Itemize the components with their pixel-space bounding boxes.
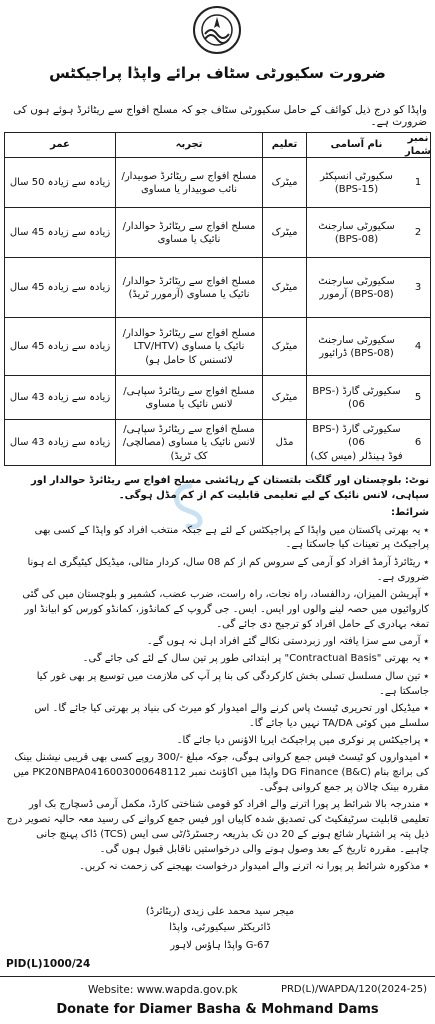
row-no: 1	[414, 177, 422, 189]
conditions-heading: شرائط:	[391, 507, 429, 519]
condition-item: ٭ یہ بھرتی "Contractual Basis" پر ابتدائی طور پر تین سال کے لئے کی جائے گی۔	[82, 653, 429, 665]
row-exp: مسلح افواج سے ریٹائرڈ سپاہی/لانس نائیک یا مساوی	[115, 376, 262, 420]
row-age: زیادہ سے زیادہ 50 سال	[9, 177, 111, 189]
row-no: 2	[414, 227, 422, 239]
condition-item: ٭ تین سال مسلسل تسلی بخش کارکردگی کی بنا پر آپ کی ملازمت میں توسیع پر بھی غور کیا جاسکتا ہے۔	[36, 670, 429, 697]
condition-item: ٭ مذکورہ شرائط پر پورا نہ اترنے والے امیدوار درخواست بھیجنے کی زحمت نہ کریں۔	[79, 861, 429, 873]
table-row	[5, 207, 430, 258]
row-exp: مسلح افواج سے ریٹائرڈ حوالدار/نائیک یا مساوی (LTV/HTV لائسنس کا حامل ہو)	[115, 318, 262, 376]
row-edu: میٹرک	[262, 376, 306, 420]
row-exp: مسلح افواج سے ریٹائرڈ حوالدار/نائیک یا مساوی	[115, 208, 262, 258]
condition-item: ٭ مندرجہ بالا شرائط پر پورا اترنے والے افراد کو قومی شناختی کارڈ، مکمل آرمی ڈسچارج بک اور تعلیمی قابلیت سرٹیفکیٹ کی تصدیق شدہ کاپیاں اور فیس جمع کروانے کی رسید معہ حالیہ تصویر درج ذیل پتہ پر اشتہار شائع ہونے کے 20 دن تک بذریعہ رجسٹرڈ/ٹی سی ایس (TCS) ڈاک پہنچ جانی چاہیے۔ مقررہ تاریخ کے بعد وصول ہونے والی درخواستیں ناقابل قبول ہوں گی۔	[6, 799, 429, 855]
row-no: 4	[414, 341, 422, 353]
row-exp: مسلح افواج سے ریٹائرڈ صوبیدار/نائب صوبیدار یا مساوی	[115, 158, 262, 208]
condition-item: ٭ آرمی سے سزا یافتہ اور زبردستی نکالے گئے افراد اہل نہ ہوں گے۔	[146, 635, 429, 647]
note-text: نوٹ: بلوچستان اور گلگت بلتستان کے رہائشی مسلح افواج سے ریٹائرڈ حوالدار اور سپاہی، لانس نائیک کے لیے تعلیمی قابلیت کم از کم مڈل ہوگی۔	[31, 475, 429, 501]
header-no: نمبر شمار	[404, 132, 432, 157]
row-no: 6	[414, 437, 422, 449]
row-exp: مسلح افواج سے ریٹائرڈ سپاہی/لانس نائیک یا مساوی (مصالچی/کک ٹریڈ)	[115, 420, 262, 466]
row-age: زیادہ سے زیادہ 45 سال	[9, 282, 111, 294]
row-edu: میٹرک	[262, 208, 306, 258]
row-name: سکیورٹی سارجنٹ (BPS-08) آرمورر	[306, 258, 406, 318]
condition-item: ٭ یہ بھرتی پاکستان میں واپڈا کے پراجیکٹس کے لئے ہے جبکہ منتخب افراد کو واپڈا کے کسی بھی پراجیکٹ پر تعینات کیا جاسکتا ہے۔	[34, 524, 429, 551]
row-name: سکیورٹی انسپکٹر (BPS-15)	[306, 158, 406, 208]
signature-address: G-67 واپڈا ہاؤس لاہور	[170, 940, 270, 951]
table-row	[5, 375, 430, 420]
header-exp: تجربہ	[115, 133, 262, 157]
table-row	[5, 317, 430, 376]
table-row	[5, 157, 430, 208]
row-exp: مسلح افواج سے ریٹائرڈ حوالدار/نائیک یا مساوی (آرمورر ٹریڈ)	[115, 258, 262, 318]
header-name: نام آسامی	[306, 133, 406, 157]
notes-section	[6, 474, 429, 878]
intro-text: واپڈا کو درج ذیل کوائف کے حامل سکیورٹی سٹاف جو کہ مسلح افواج سے ریٹائرڈ ہوئے ہوں کی ضرورت ہے۔	[13, 104, 427, 128]
signature-name: میجر سید محمد علی زیدی (ریٹائرڈ)	[145, 906, 295, 917]
page-title: ضرورت سکیورٹی سٹاف برائے واپڈا پراجیکٹس	[49, 64, 386, 82]
website-link[interactable]: Website: www.wapda.gov.pk	[88, 984, 238, 996]
condition-item: ٭ پراجیکٹس پر نوکری میں پراجیکٹ ایریا الاؤنس دیا جائے گا۔	[176, 735, 429, 747]
row-edu: میٹرک	[262, 158, 306, 208]
row-edu: میٹرک	[262, 258, 306, 318]
table-header-row	[5, 133, 430, 157]
condition-item: ٭ میڈیکل اور تحریری ٹیسٹ پاس کرنے والے امیدوار کو میرٹ کی بنیاد پر بھرتی کیا جائے گا۔ اس سلسلے میں کوئی TA/DA نہیں دیا جائے گا۔	[34, 702, 429, 729]
row-age: زیادہ سے زیادہ 43 سال	[9, 392, 111, 404]
row-name: سکیورٹی سارجنٹ (BPS-08) ڈرائیور	[306, 318, 406, 376]
condition-item: ٭ ریٹائرڈ آرمڈ افراد کو آرمی کے سروس کم از کم 08 سال، کردار مثالی، میڈیکل کیٹیگری اے ہونا ضروری ہے۔	[27, 556, 429, 583]
row-name: سکیورٹی سارجنٹ (BPS-08)	[306, 208, 406, 258]
donate-banner: Donate for Diamer Basha & Mohmand Dams	[56, 1002, 379, 1017]
row-edu: میٹرک	[262, 318, 306, 376]
row-name: سکیورٹی گارڈ (BPS-06) فوڈ ہینڈلر (میس کک)	[306, 420, 406, 466]
vacancy-table	[4, 132, 431, 466]
row-age: زیادہ سے زیادہ 45 سال	[9, 227, 111, 239]
header-edu: تعلیم	[262, 133, 306, 157]
row-age: زیادہ سے زیادہ 43 سال	[9, 437, 111, 449]
row-no: 3	[414, 282, 422, 294]
condition-item: ٭ امیدواروں کو ٹیسٹ فیس جمع کروانی ہوگی، جوکہ مبلغ -/300 روپے کسی بھی قریبی نیشنل بینک کی برانچ بنام DG Finance (B&C) واپڈا میں اکاؤنٹ نمبر PK20NBPA0416003000648112 میں مقررہ بینک چالان پر جمع کروانی ہوگی۔	[13, 752, 429, 794]
condition-item: ٭ آپریشن المیزان، ردالفساد، راہ نجات، راہ راست، ضرب عضب، کشمیر و بلوچستان میں کی گئی کاروائیوں میں حصہ لینے والوں اور ایس۔ ایس۔ جی گروپ کے کمانڈوز، کمانڈو کورس کو ابیانڈ اور تمغہ بہادری کے حامل افراد کو ترجیح دی جائے گی۔	[22, 588, 429, 630]
header-age: عمر	[50, 139, 70, 151]
pid-number: PID(L)1000/24	[6, 958, 91, 970]
row-name: سکیورٹی گارڈ (BPS-06)	[306, 376, 406, 420]
table-row	[5, 257, 430, 318]
signature-designation: ڈائریکٹر سیکیورٹی، واپڈا	[169, 922, 271, 933]
table-row	[5, 419, 430, 466]
prd-reference: PRD(L)/WAPDA/120(2024-25)	[280, 984, 427, 995]
wapda-logo-icon	[193, 6, 241, 54]
row-no: 5	[414, 392, 422, 404]
row-edu: مڈل	[262, 420, 306, 466]
row-age: زیادہ سے زیادہ 45 سال	[9, 341, 111, 353]
